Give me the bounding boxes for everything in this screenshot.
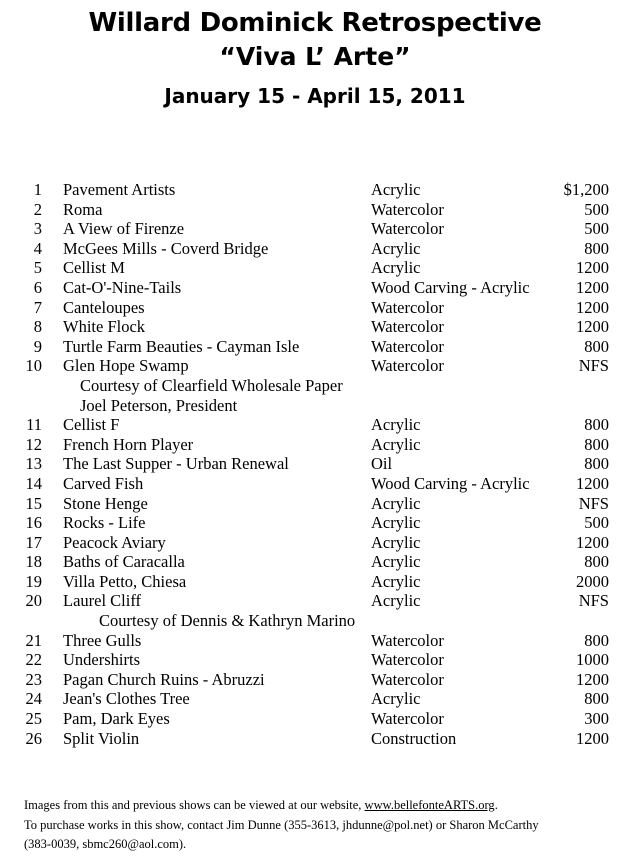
item-number: 4 [33, 238, 42, 258]
list-item [0, 572, 630, 592]
item-title: Canteloupes [63, 297, 145, 317]
item-title: A View of Firenze [63, 219, 185, 239]
item-number: 6 [33, 277, 42, 297]
item-title: McGees Mills - Coverd Bridge [63, 238, 269, 258]
list-item [0, 474, 630, 494]
list-item [0, 670, 630, 690]
item-medium: Acrylic [371, 552, 421, 572]
item-price: 800 [584, 454, 609, 474]
item-title: Roma [63, 199, 103, 219]
item-medium: Watercolor [371, 650, 444, 670]
item-medium: Watercolor [371, 709, 444, 729]
item-price: 800 [584, 552, 609, 572]
item-medium: Acrylic [371, 493, 421, 513]
list-item [0, 317, 630, 337]
list-item [0, 258, 630, 278]
item-medium: Acrylic [371, 415, 421, 435]
footer-website-text: Images from this and previous shows can be viewed at our website, [24, 798, 365, 812]
item-price: 1200 [576, 473, 609, 493]
item-title: Cellist M [63, 258, 125, 278]
item-price: NFS [578, 493, 609, 513]
item-title: Villa Petto, Chiesa [63, 571, 187, 591]
item-number: 5 [33, 258, 42, 278]
item-medium: Acrylic [371, 689, 421, 709]
item-title: Cellist F [63, 415, 120, 435]
footer-line-website [24, 796, 624, 816]
list-item [0, 454, 630, 474]
item-price: 800 [584, 630, 609, 650]
item-price: 1200 [576, 532, 609, 552]
item-medium: Acrylic [371, 591, 421, 611]
list-item [0, 513, 630, 533]
item-price: 1200 [576, 297, 609, 317]
courtesy-line [0, 611, 630, 631]
page-subtitle: “Viva L’ Arte” [219, 42, 411, 71]
item-medium: Acrylic [371, 532, 421, 552]
item-price: NFS [578, 591, 609, 611]
list-item [0, 200, 630, 220]
works-list [0, 180, 630, 748]
item-number: 19 [25, 571, 42, 591]
item-medium: Acrylic [371, 513, 421, 533]
item-number: 17 [25, 532, 42, 552]
item-price: 1200 [576, 728, 609, 748]
item-title: Split Violin [63, 728, 140, 748]
item-number: 18 [25, 552, 42, 572]
item-price: NFS [578, 356, 609, 376]
list-item [0, 533, 630, 553]
item-price: 2000 [576, 571, 609, 591]
list-item [0, 219, 630, 239]
list-item [0, 415, 630, 435]
item-price: 1200 [576, 669, 609, 689]
item-number: 14 [25, 473, 42, 493]
item-medium: Construction [371, 728, 457, 748]
item-medium: Watercolor [371, 630, 444, 650]
list-item [0, 180, 630, 200]
item-price: 500 [584, 219, 609, 239]
item-number: 8 [33, 317, 42, 337]
item-medium: Watercolor [371, 297, 444, 317]
item-number: 21 [25, 630, 42, 650]
item-price: 1200 [576, 277, 609, 297]
item-number: 24 [25, 689, 42, 709]
footer-website-end: . [494, 798, 498, 812]
item-medium: Watercolor [371, 199, 444, 219]
list-item [0, 356, 630, 376]
item-number: 23 [25, 669, 42, 689]
list-item [0, 239, 630, 259]
list-item [0, 631, 630, 651]
item-title: French Horn Player [63, 434, 194, 454]
item-number: 26 [25, 728, 42, 748]
item-title: The Last Supper - Urban Renewal [63, 454, 289, 474]
item-number: 1 [33, 180, 42, 199]
item-medium: Wood Carving - Acrylic [371, 277, 530, 297]
item-medium: Watercolor [371, 336, 444, 356]
item-number: 13 [25, 454, 42, 474]
list-item [0, 552, 630, 572]
courtesy-line [0, 396, 630, 416]
item-price: 500 [584, 199, 609, 219]
item-price: 800 [584, 415, 609, 435]
item-medium: Acrylic [371, 258, 421, 278]
item-medium: Watercolor [371, 219, 444, 239]
item-price: 800 [584, 336, 609, 356]
item-title: Cat-O'-Nine-Tails [63, 277, 182, 297]
list-item [0, 278, 630, 298]
item-title: Undershirts [63, 650, 140, 670]
list-item [0, 729, 630, 749]
item-medium: Acrylic [371, 238, 421, 258]
list-item [0, 337, 630, 357]
item-number: 9 [33, 336, 42, 356]
list-item [0, 689, 630, 709]
courtesy-line [0, 376, 630, 396]
item-number: 10 [25, 356, 42, 376]
item-medium: Acrylic [371, 434, 421, 454]
item-price: 800 [584, 238, 609, 258]
item-title: Pavement Artists [63, 180, 176, 199]
footer-line-purchase: To purchase works in this show, contact Jim Dunne (355-3613, jhdunne@pol.net) or Sharon McCarthy [24, 817, 539, 832]
item-medium: Watercolor [371, 356, 444, 376]
item-medium: Acrylic [371, 180, 421, 199]
exhibition-dates: January 15 - April 15, 2011 [164, 84, 466, 108]
list-item [0, 494, 630, 514]
page-title: Willard Dominick Retrospective [88, 8, 542, 38]
item-medium: Watercolor [371, 317, 444, 337]
item-number: 15 [25, 493, 42, 513]
courtesy-text: Courtesy of Clearfield Wholesale Paper [80, 375, 343, 395]
item-title: Turtle Farm Beauties - Cayman Isle [63, 336, 300, 356]
item-price: $1,200 [563, 180, 609, 199]
website-link[interactable]: www.bellefonteARTS.org [364, 798, 495, 812]
footer-line-contact: (383-0039, sbmc260@aol.com). [24, 837, 187, 851]
item-number: 7 [33, 297, 42, 317]
item-title: Glen Hope Swamp [63, 356, 189, 376]
list-item [0, 298, 630, 318]
item-title: Peacock Aviary [63, 532, 166, 552]
item-title: Laurel Cliff [63, 591, 142, 611]
item-number: 25 [25, 709, 42, 729]
item-title: White Flock [63, 317, 146, 337]
item-medium: Watercolor [371, 669, 444, 689]
courtesy-text: Joel Peterson, President [80, 395, 238, 415]
list-item [0, 435, 630, 455]
item-title: Pagan Church Ruins - Abruzzi [63, 669, 265, 689]
item-medium: Wood Carving - Acrylic [371, 473, 530, 493]
list-item [0, 591, 630, 611]
item-price: 1000 [576, 650, 609, 670]
item-title: Carved Fish [63, 473, 144, 493]
item-number: 20 [25, 591, 42, 611]
list-item [0, 650, 630, 670]
list-item [0, 709, 630, 729]
item-price: 800 [584, 434, 609, 454]
item-price: 300 [584, 709, 609, 729]
item-title: Jean's Clothes Tree [63, 689, 190, 709]
item-title: Baths of Caracalla [63, 552, 185, 572]
item-medium: Oil [371, 454, 393, 474]
item-price: 800 [584, 689, 609, 709]
item-medium: Acrylic [371, 571, 421, 591]
footer [24, 796, 624, 855]
item-number: 11 [26, 415, 42, 435]
item-title: Pam, Dark Eyes [63, 709, 170, 729]
item-number: 12 [25, 434, 42, 454]
item-price: 1200 [576, 258, 609, 278]
item-number: 22 [25, 650, 42, 670]
item-number: 2 [33, 199, 42, 219]
item-title: Stone Henge [63, 493, 148, 513]
item-title: Rocks - Life [63, 513, 146, 533]
item-price: 1200 [576, 317, 609, 337]
courtesy-text: Courtesy of Dennis & Kathryn Marino [99, 611, 356, 631]
item-number: 3 [33, 219, 42, 239]
item-title: Three Gulls [63, 630, 142, 650]
item-number: 16 [25, 513, 42, 533]
item-price: 500 [584, 513, 609, 533]
